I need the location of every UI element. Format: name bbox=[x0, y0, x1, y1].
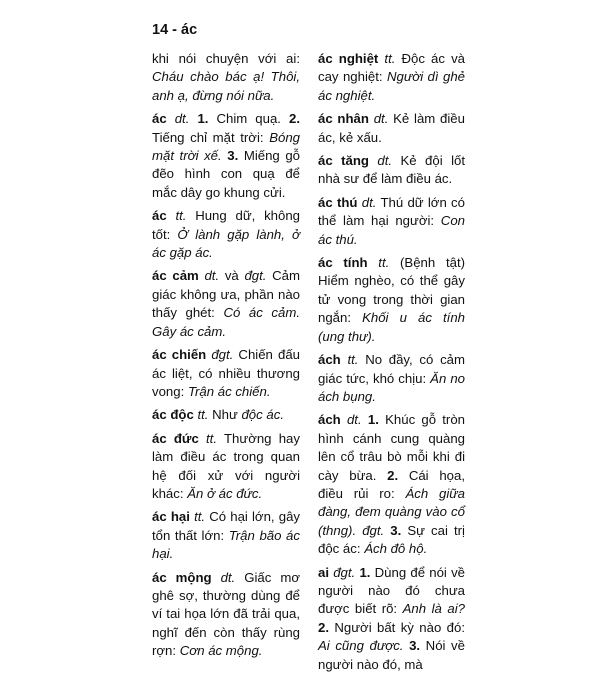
headword: ác bbox=[152, 208, 167, 224]
dictionary-entry bbox=[152, 110, 300, 202]
definition-text: Cảm giác không ưa, phần nào thấy ghét: bbox=[152, 268, 300, 321]
part-of-speech: tt. bbox=[347, 352, 359, 368]
dictionary-entry bbox=[152, 430, 300, 504]
sense-number: 1. bbox=[359, 564, 371, 580]
example: Cháu chào bác ạ! Thôi, anh ạ, đừng nói nữa. bbox=[152, 69, 300, 103]
definition-text: khi nói chuyện với ai: bbox=[152, 51, 300, 66]
definition-text: No đầy, có cảm giác tức, khó chịu: bbox=[318, 352, 465, 386]
dictionary-entry bbox=[318, 411, 465, 558]
definition-text: Độc ác và cay nghiệt: bbox=[318, 51, 465, 85]
definition-text: và bbox=[219, 268, 245, 284]
part-of-speech: tt. bbox=[197, 407, 209, 423]
example: Trận bão ác hại. bbox=[152, 527, 300, 562]
example: Người dì ghẻ ác nghiệt. bbox=[318, 69, 465, 103]
dictionary-entry bbox=[318, 254, 465, 346]
definition-text bbox=[368, 255, 379, 270]
definition-text: Cái họa, điều rủi ro: bbox=[318, 467, 465, 501]
definition-text: Nói về người nào đó, mà bbox=[318, 638, 465, 672]
definition-text bbox=[199, 431, 206, 446]
headword: ác độc bbox=[152, 407, 194, 423]
dictionary-entry bbox=[152, 267, 300, 341]
part-of-speech: dt. bbox=[377, 153, 393, 169]
definition-text: Như bbox=[208, 407, 242, 423]
part-of-speech: tt. bbox=[194, 509, 206, 525]
sense-number: 2. bbox=[318, 619, 329, 635]
part-of-speech: đgt. bbox=[333, 564, 356, 580]
dictionary-entry bbox=[318, 50, 465, 105]
dictionary-entry bbox=[152, 508, 300, 563]
headword: ác cảm bbox=[152, 268, 199, 284]
headword: ác hại bbox=[152, 509, 190, 525]
definition-text: Giấc mơ ghê sợ, thường dùng để ví tai họa lớn đã trải qua, nghĩ đến còn thấy rùng rợn: bbox=[152, 569, 300, 659]
right-column bbox=[318, 50, 465, 679]
dictionary-entry bbox=[318, 351, 465, 406]
definition-text: Chim quạ. bbox=[208, 111, 289, 127]
headword: ách bbox=[318, 412, 341, 428]
example: Có ác cảm. Gây ác cảm. bbox=[152, 305, 300, 339]
example: Ách giữa đàng, đem quàng vào cổ (thng). bbox=[318, 485, 465, 538]
example: Con ác thú. bbox=[318, 213, 465, 247]
definition-text: Có hại lớn, gây tổn thất lớn: bbox=[152, 509, 301, 543]
definition-text: Người bất kỳ nào đó: bbox=[329, 619, 465, 635]
definition-text: Hung dữ, không tốt: bbox=[152, 208, 300, 242]
part-of-speech: tt. bbox=[378, 255, 390, 271]
part-of-speech: đgt. bbox=[244, 268, 267, 284]
headword: ai bbox=[318, 564, 329, 580]
definition-text: Sự cai trị độc ác: bbox=[318, 522, 465, 557]
dictionary-entry bbox=[152, 207, 300, 262]
headword: ác tăng bbox=[318, 153, 369, 169]
headword: ác đức bbox=[152, 430, 199, 446]
headword: ác mộng bbox=[152, 569, 212, 585]
dictionary-entry bbox=[152, 406, 300, 424]
headword: ác chiến bbox=[152, 347, 207, 363]
part-of-speech: tt. bbox=[384, 51, 396, 66]
sense-number: 1. bbox=[367, 412, 379, 428]
example: Ở lành gặp lành, ở ác gặp ác. bbox=[152, 226, 300, 261]
part-of-speech: đgt. bbox=[362, 522, 385, 538]
sense-number: 3. bbox=[390, 522, 402, 538]
example: Bóng mặt trời xế. bbox=[152, 129, 300, 164]
example: Ăn no ách bụng. bbox=[318, 370, 465, 404]
headword: ác nghiệt bbox=[318, 51, 379, 66]
part-of-speech: dt. bbox=[373, 111, 389, 127]
part-of-speech: tt. bbox=[175, 208, 187, 224]
definition-text bbox=[167, 111, 175, 126]
definition-text bbox=[212, 570, 221, 585]
example: độc ác. bbox=[241, 407, 284, 423]
dictionary-entry bbox=[318, 152, 465, 189]
sense-number: 2. bbox=[387, 467, 399, 483]
dictionary-entry bbox=[318, 194, 465, 249]
sense-number: 1. bbox=[197, 111, 209, 127]
example: Ách đô hộ. bbox=[364, 541, 428, 557]
definition-text: Chiến đấu ác liệt, có nhiều thương vong: bbox=[152, 347, 300, 399]
example: Trận ác chiến. bbox=[187, 383, 271, 399]
page-header: 14 - ác bbox=[152, 22, 198, 38]
part-of-speech: dt. bbox=[346, 412, 362, 428]
definition-text: Thú dữ lớn có thể làm hại người: bbox=[318, 194, 465, 229]
sense-number: 3. bbox=[227, 148, 239, 164]
dictionary-entry bbox=[318, 110, 465, 147]
definition-text: Dùng để nói về người nào đó chưa được biết rõ: bbox=[318, 564, 465, 617]
example: Ai cũng được. bbox=[318, 638, 404, 654]
dictionary-entry bbox=[318, 564, 465, 674]
definition-text: (Bệnh tật) Hiểm nghèo, có thể gây tử vong trong thời gian ngắn: bbox=[318, 255, 465, 326]
definition-text: Khúc gỗ tròn hình cánh cung quàng lên cổ trâu bò mỗi khi đi cày bừa. bbox=[318, 412, 465, 483]
left-column bbox=[152, 50, 300, 666]
part-of-speech: dt. bbox=[220, 569, 236, 585]
definition-text: Miếng gỗ đẽo hình con quạ để mắc dây go khung cửi. bbox=[152, 148, 300, 200]
part-of-speech: dt. bbox=[204, 268, 220, 284]
headword: ác nhân bbox=[318, 111, 369, 127]
part-of-speech: tt. bbox=[206, 430, 218, 446]
sense-number: 2. bbox=[289, 111, 300, 127]
example: Cơn ác mộng. bbox=[179, 643, 263, 659]
part-of-speech: dt. bbox=[361, 194, 377, 210]
definition-text: Thường hay làm điều ác trong quan hệ đối xử với người khác: bbox=[152, 430, 300, 501]
headword: ách bbox=[318, 352, 341, 368]
example: Khối u ác tính (ung thư). bbox=[318, 310, 465, 344]
definition-text: Tiếng chỉ mặt trời: bbox=[152, 129, 270, 145]
headword: ác bbox=[152, 111, 167, 127]
part-of-speech: dt. bbox=[174, 111, 190, 127]
sense-number: 3. bbox=[409, 638, 421, 654]
headword: ác thú bbox=[318, 194, 358, 210]
example: Anh là ai? bbox=[402, 601, 465, 617]
example: Ăn ở ác đức. bbox=[187, 485, 263, 501]
entry-continuation bbox=[152, 50, 300, 105]
definition-text: Kẻ đội lốt nhà sư để làm điều ác. bbox=[318, 153, 465, 187]
part-of-speech: đgt. bbox=[211, 347, 234, 363]
dictionary-entry bbox=[152, 346, 300, 401]
definition-text: Kẻ làm điều ác, kẻ xấu. bbox=[318, 111, 465, 145]
headword: ác tính bbox=[318, 255, 368, 271]
